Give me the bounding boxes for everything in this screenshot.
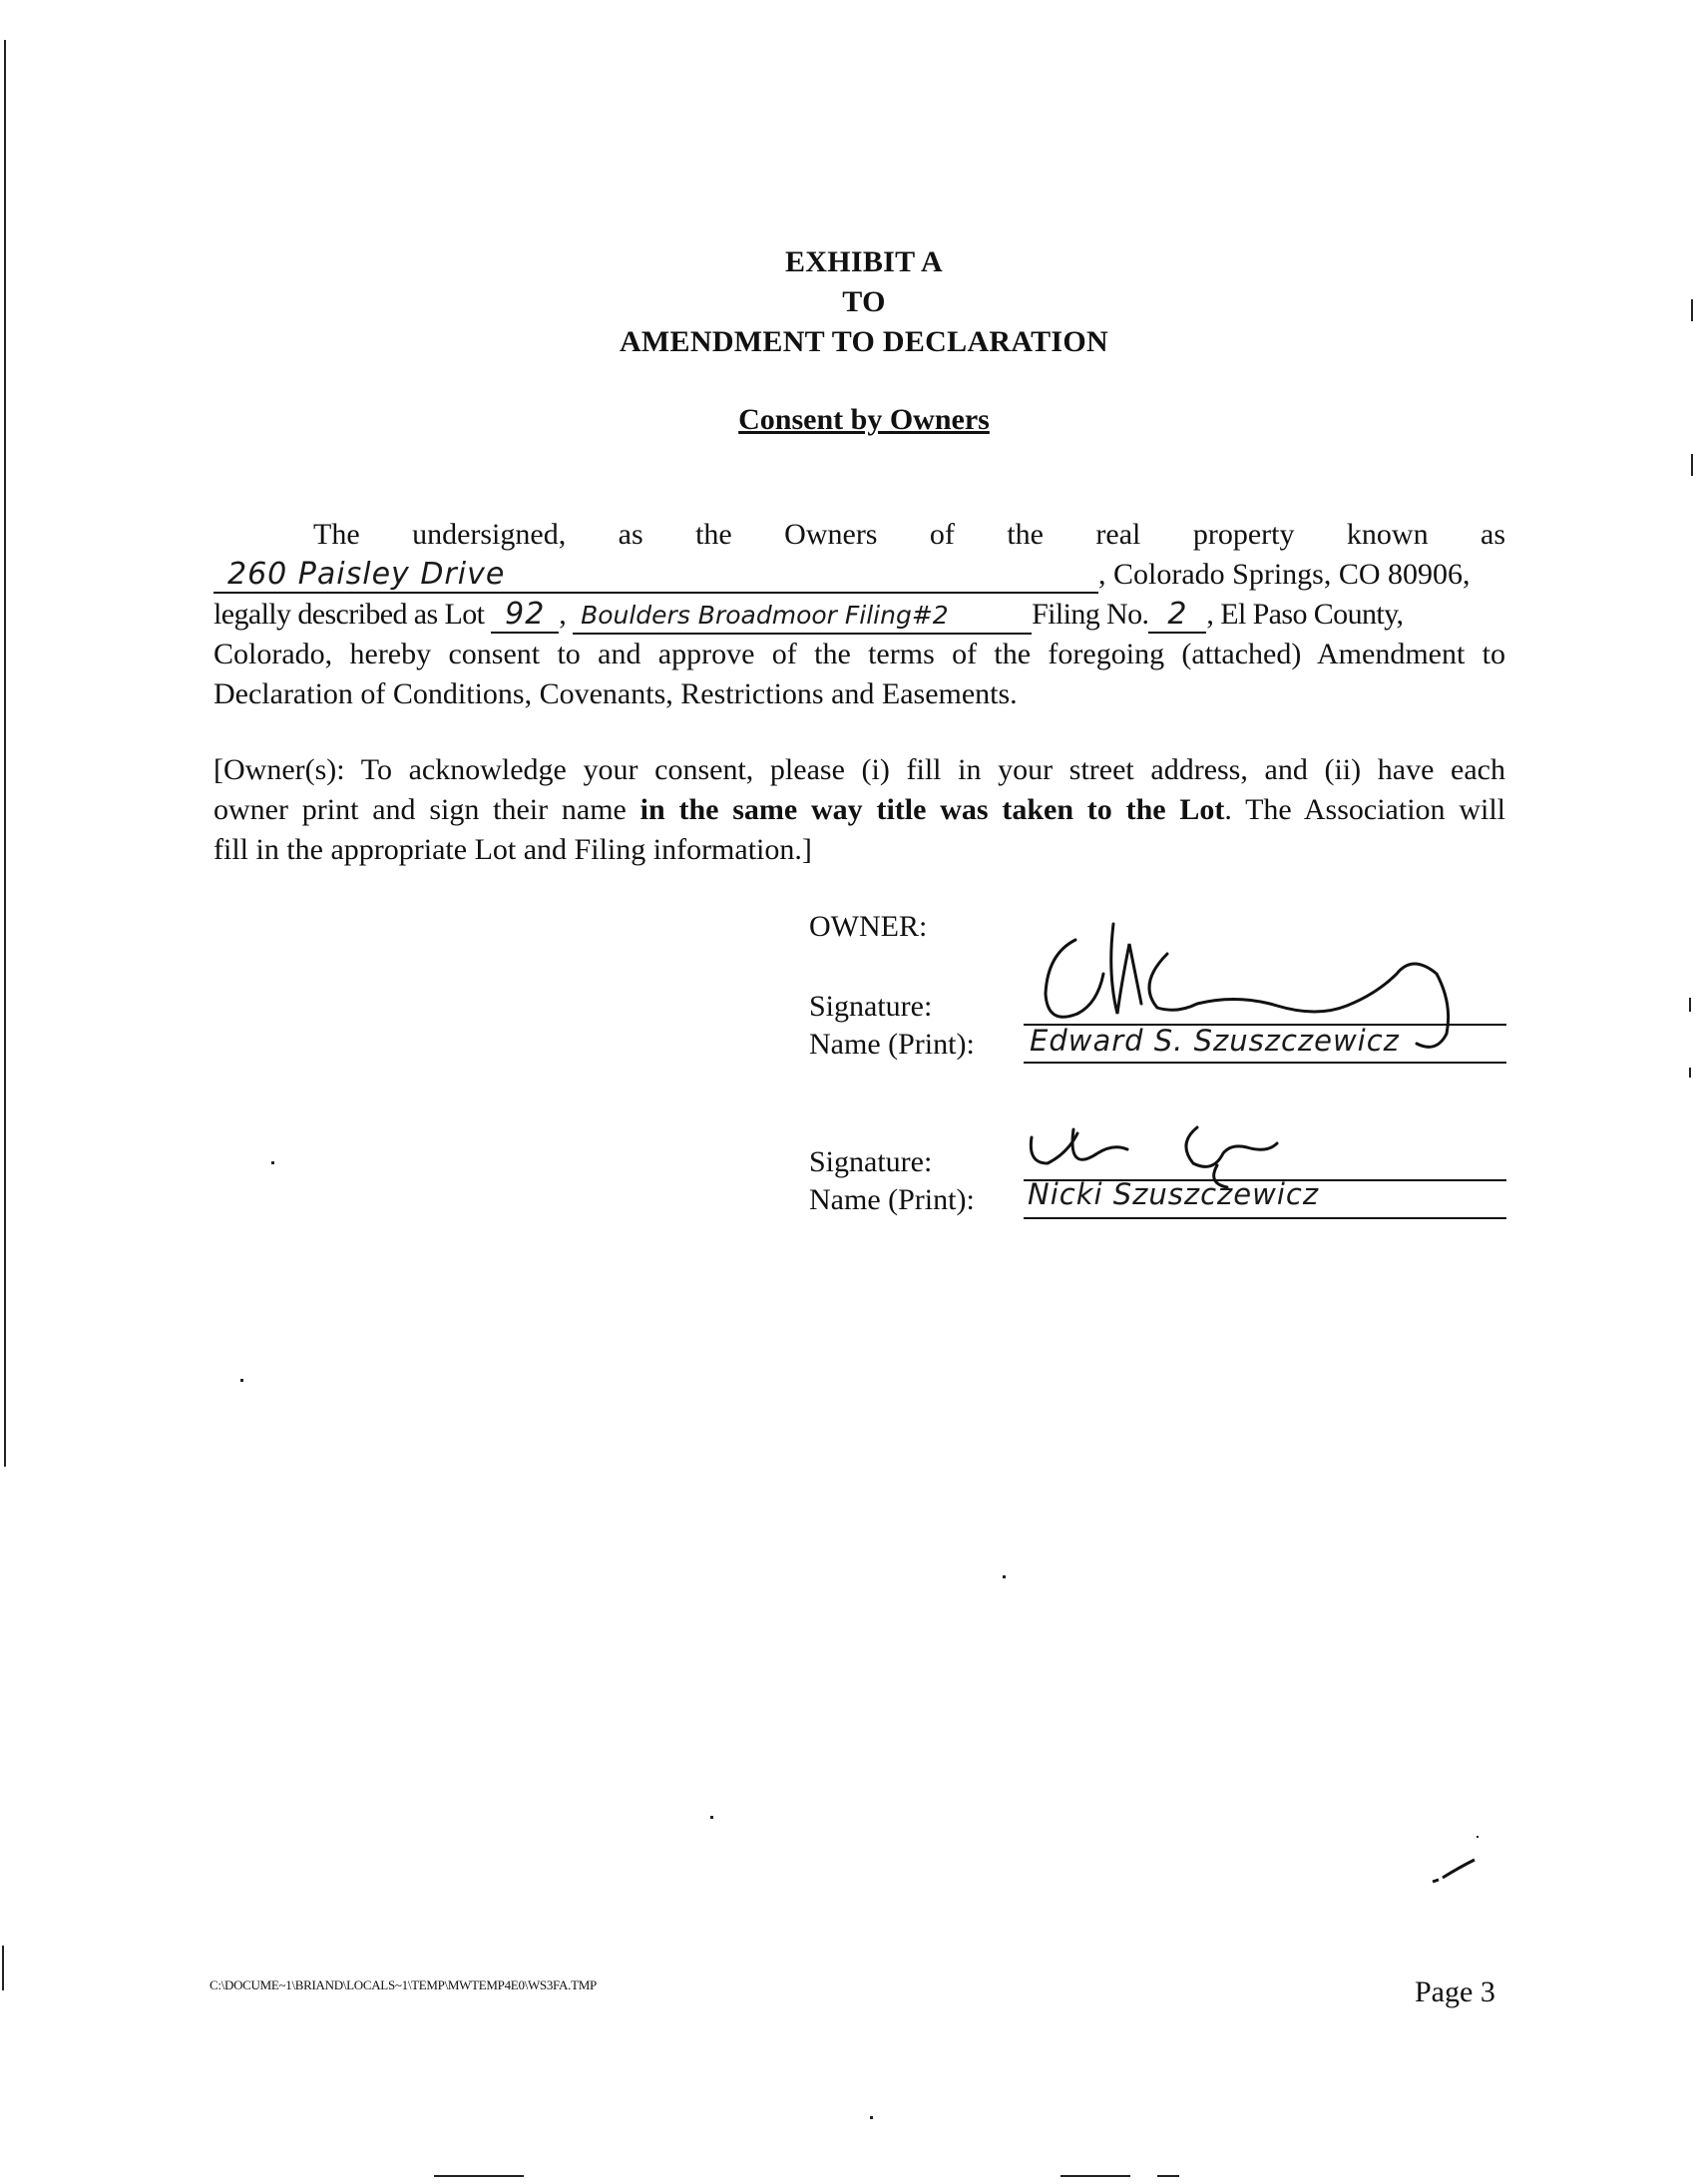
signature-label-1: Signature:: [809, 990, 933, 1023]
scan-edge-mark: [1689, 998, 1691, 1012]
scan-speck: [434, 2175, 524, 2177]
subdivision-handwritten: Boulders Broadmoor Filing#2: [581, 601, 949, 630]
instructions-text: owner print and sign their name: [213, 793, 627, 826]
page-number: Page 3: [1415, 1975, 1495, 2008]
consent-line-1: [213, 515, 1505, 555]
name-print-label-1: Name (Print):: [809, 1028, 975, 1061]
owner2-printed-name: Nicki Szuszczewicz: [1028, 1177, 1320, 1211]
document-title: AMENDMENT TO DECLARATION: [619, 325, 1109, 358]
owner1-printed-name: Edward S. Szuszczewicz: [1030, 1024, 1400, 1058]
legal-description-prefix: legally described as Lot: [213, 598, 485, 631]
scan-speck: [1477, 1836, 1479, 1838]
street-address-field[interactable]: [213, 558, 1098, 594]
name-print-line-1[interactable]: [1024, 1062, 1506, 1064]
file-path: C:\DOCUME~1\BRIAND\LOCALS~1\TEMP\MWTEMP4E0\WS3FA.TMP: [210, 1977, 597, 1992]
instructions-line-3: fill in the appropriate Lot and Filing information.]: [213, 833, 812, 866]
scan-speck: [271, 1161, 274, 1164]
exhibit-title: EXHIBIT A: [784, 245, 944, 278]
filing-label: Filing No.: [1032, 598, 1149, 631]
scan-speck: [240, 1379, 243, 1382]
lot-number-field[interactable]: [491, 598, 559, 634]
scan-speck: [710, 1816, 713, 1819]
scan-speck: [1003, 1575, 1006, 1578]
filing-number-field[interactable]: [1148, 598, 1206, 634]
scan-edge-mark: [2, 1946, 4, 1990]
name-print-label-2: Name (Print):: [809, 1183, 975, 1216]
instructions-line-2: [213, 790, 1505, 830]
county-text: , El Paso County,: [1206, 598, 1404, 631]
street-address-handwritten: 260 Paisley Drive: [227, 557, 506, 592]
comma: ,: [559, 598, 567, 631]
scan-edge-mark: [1689, 1068, 1691, 1078]
section-title: Consent by Owners: [738, 403, 990, 436]
scan-speck: [1157, 2175, 1179, 2177]
consent-line-2: [213, 555, 1505, 595]
signature-label-2: Signature:: [809, 1145, 933, 1178]
consent-line-5: Declaration of Conditions, Covenants, Restrictions and Easements.: [213, 677, 1018, 710]
subdivision-field[interactable]: [573, 598, 1032, 635]
instructions-text-end: . The Association will: [1224, 793, 1505, 826]
name-print-line-2[interactable]: [1024, 1217, 1506, 1219]
scan-edge-mark: [1691, 454, 1693, 476]
consent-paragraph: [213, 515, 1505, 714]
city-state-zip: , Colorado Springs, CO 80906,: [1098, 558, 1471, 591]
owner-label: OWNER:: [809, 910, 928, 943]
consent-line-3: [213, 595, 1505, 635]
scan-speck: [1061, 2175, 1130, 2177]
consent-line-4: Colorado, hereby consent to and approve of the terms of the foregoing (attached) Amendment to: [213, 638, 1505, 670]
instructions-line-1: [Owner(s): To acknowledge your consent, please (i) fill in your street address, and (ii) have each: [213, 753, 1505, 786]
instructions-emphasis: in the same way title was taken to the Lot: [639, 793, 1225, 826]
lot-number-handwritten: 92: [505, 597, 546, 632]
consent-text: The undersigned, as the Owners of the real property known as: [313, 518, 1505, 551]
scan-speck: [870, 2116, 873, 2119]
check-mark-icon: [1431, 1858, 1477, 1886]
instructions-paragraph: [213, 750, 1505, 870]
filing-number-handwritten: 2: [1167, 597, 1188, 632]
exhibit-to: TO: [842, 285, 886, 318]
